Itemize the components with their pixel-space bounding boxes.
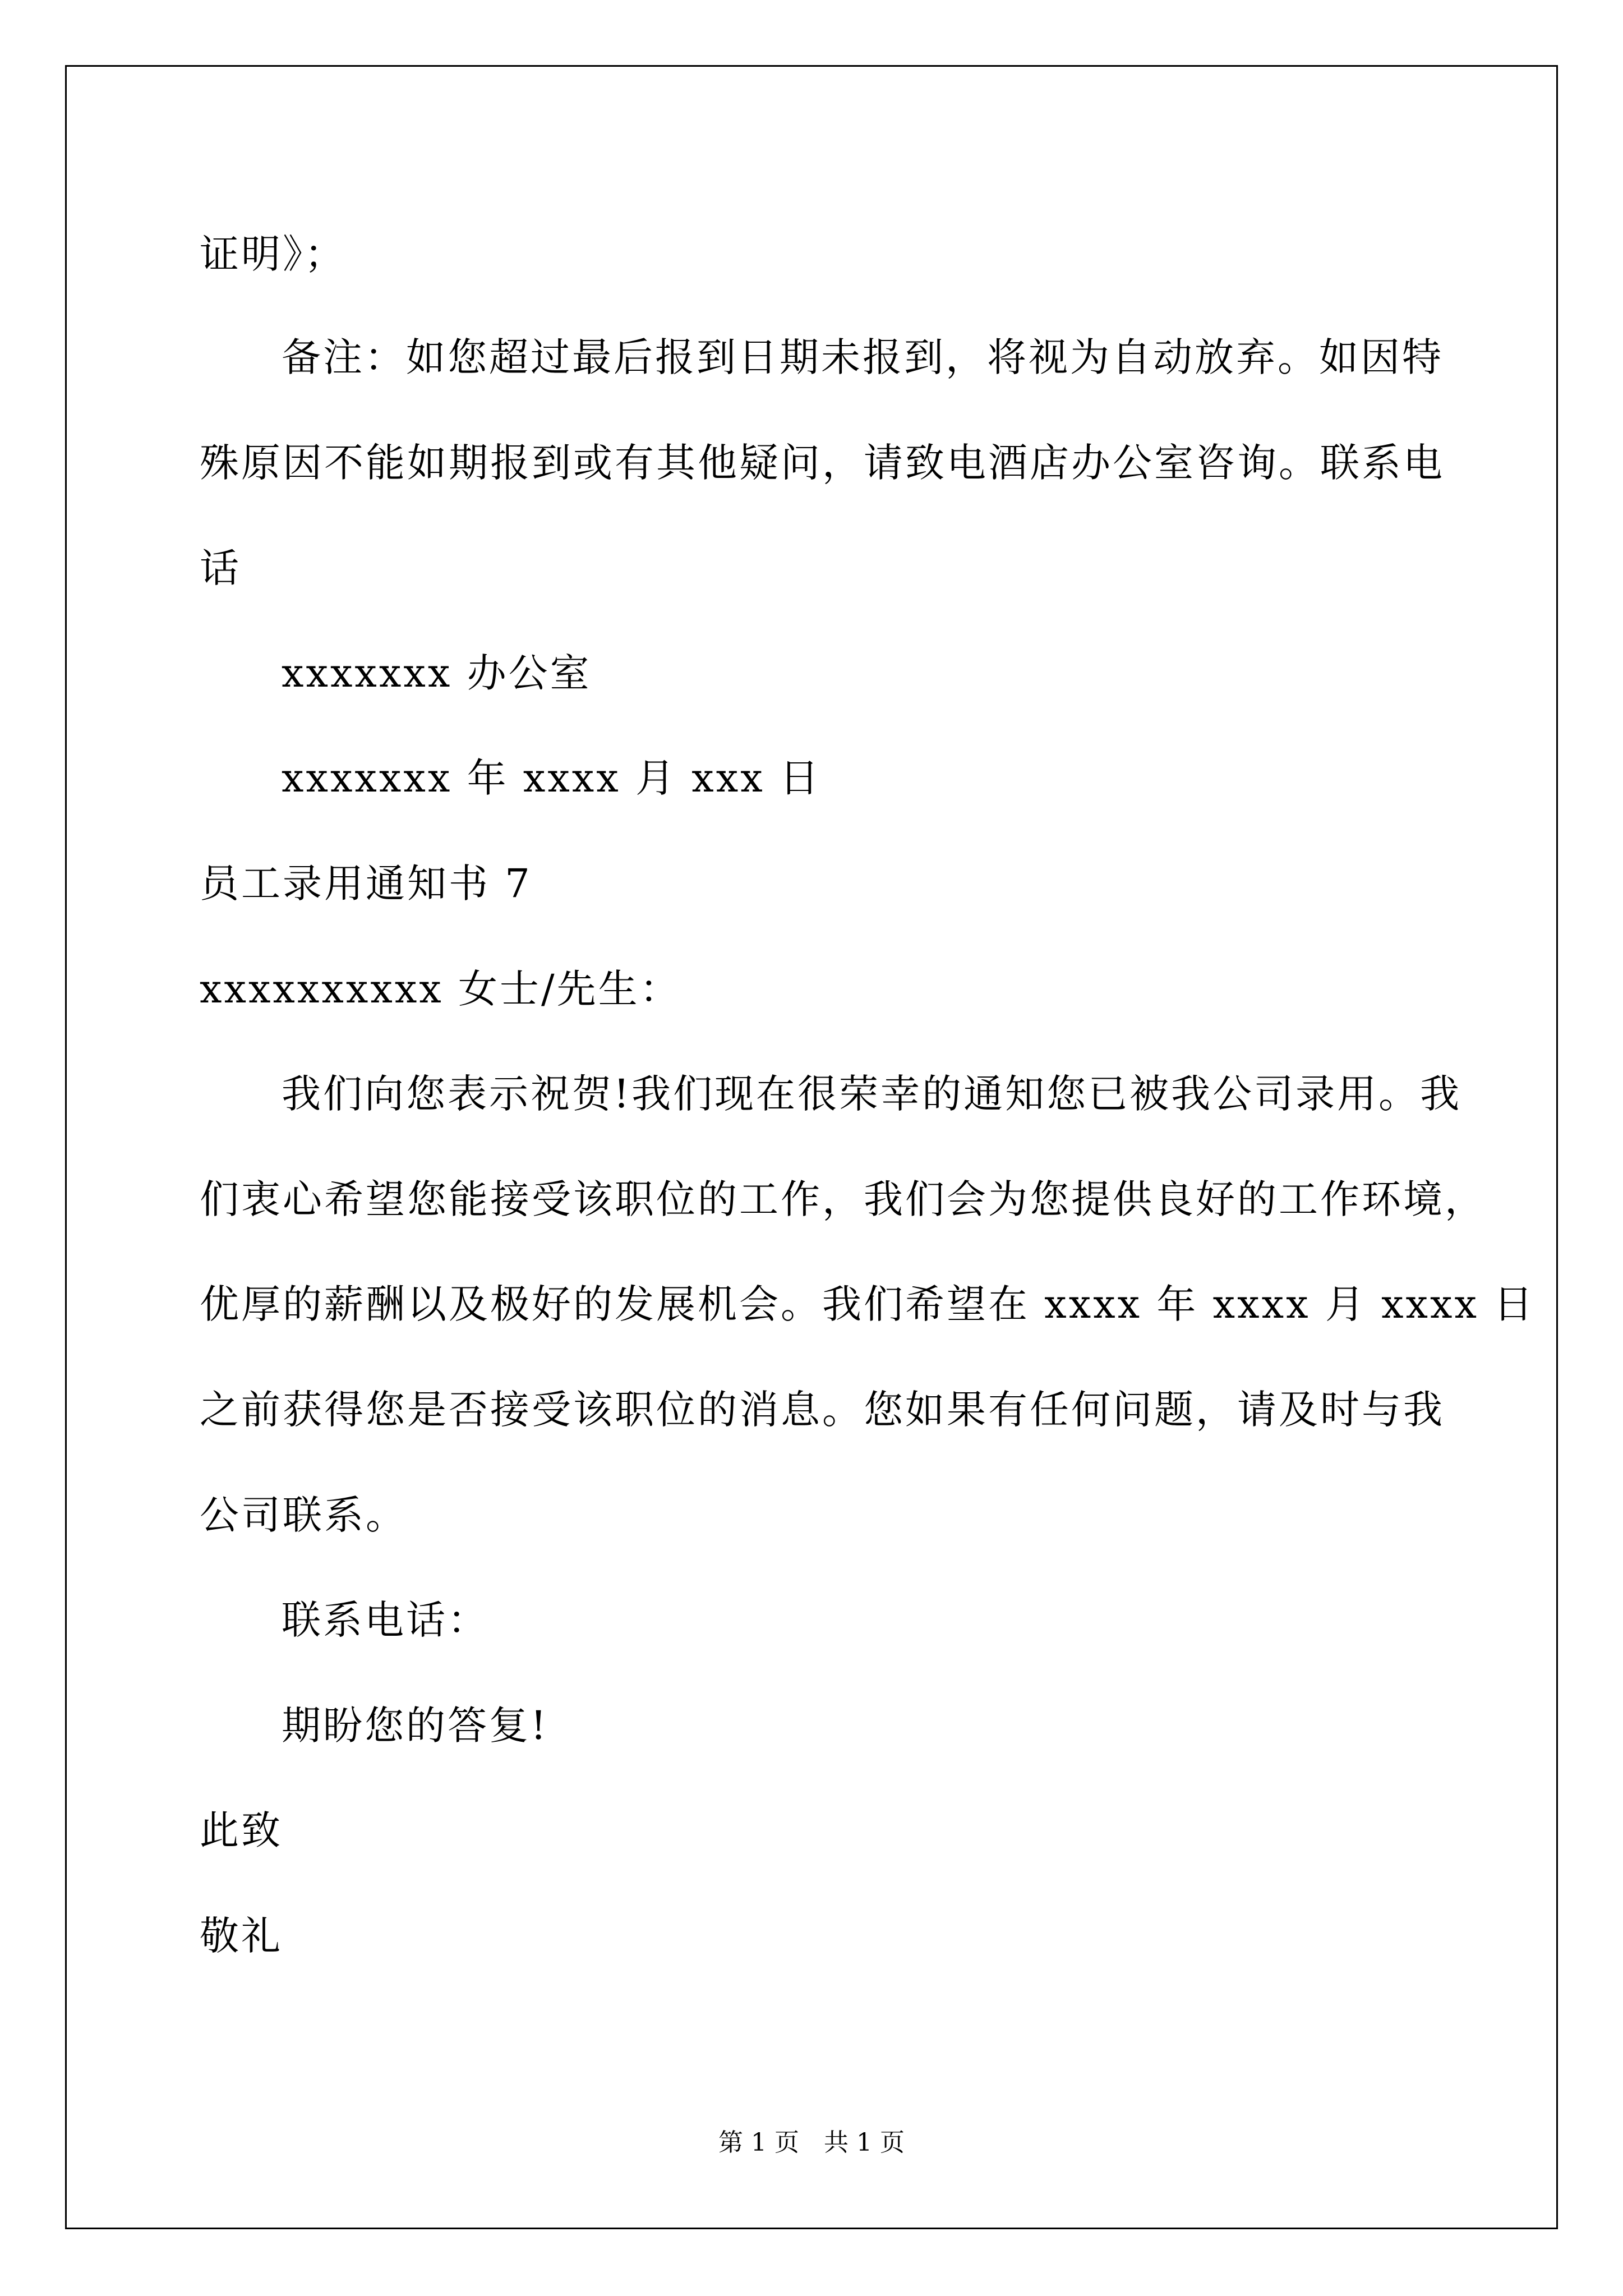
closing-line-1: 此致: [200, 1807, 283, 1853]
closing-remark: 期盼您的答复!: [282, 1703, 549, 1749]
text-line-10: 们衷心希望您能接受该职位的工作，我们会为您提供良好的工作环境，: [200, 1176, 1486, 1222]
text-line-3: 殊原因不能如期报到或有其他疑问，请致电酒店办公室咨询。联系电: [200, 440, 1445, 486]
text-line-4: 话: [200, 545, 241, 591]
text-line-2: 备注：如您超过最后报到日期未报到，将视为自动放弃。如因特: [282, 334, 1444, 380]
text-line-9: 我们向您表示祝贺!我们现在很荣幸的通知您已被我公司录用。我: [282, 1071, 1462, 1117]
text-line-1: 证明》；: [200, 231, 346, 277]
text-line-12: 之前获得您是否接受该职位的消息。您如果有任何问题，请及时与我: [200, 1387, 1445, 1433]
closing-line-2: 敬礼: [200, 1913, 283, 1959]
page-border: [65, 65, 1558, 2229]
text-line-5: xxxxxxx 办公室: [282, 650, 592, 696]
page-footer: 第 1 页 共 1 页: [718, 2128, 905, 2157]
text-line-13: 公司联系。: [200, 1492, 407, 1538]
salutation: xxxxxxxxxx 女士/先生：: [200, 966, 681, 1012]
text-line-6: xxxxxxx 年 xxxx 月 xxx 日: [282, 755, 821, 801]
text-line-11: 优厚的薪酬以及极好的发展机会。我们希望在 xxxx 年 xxxx 月 xxxx 日: [200, 1281, 1536, 1327]
section-heading: 员工录用通知书 7: [200, 861, 532, 907]
contact-phone-label: 联系电话：: [282, 1597, 489, 1643]
